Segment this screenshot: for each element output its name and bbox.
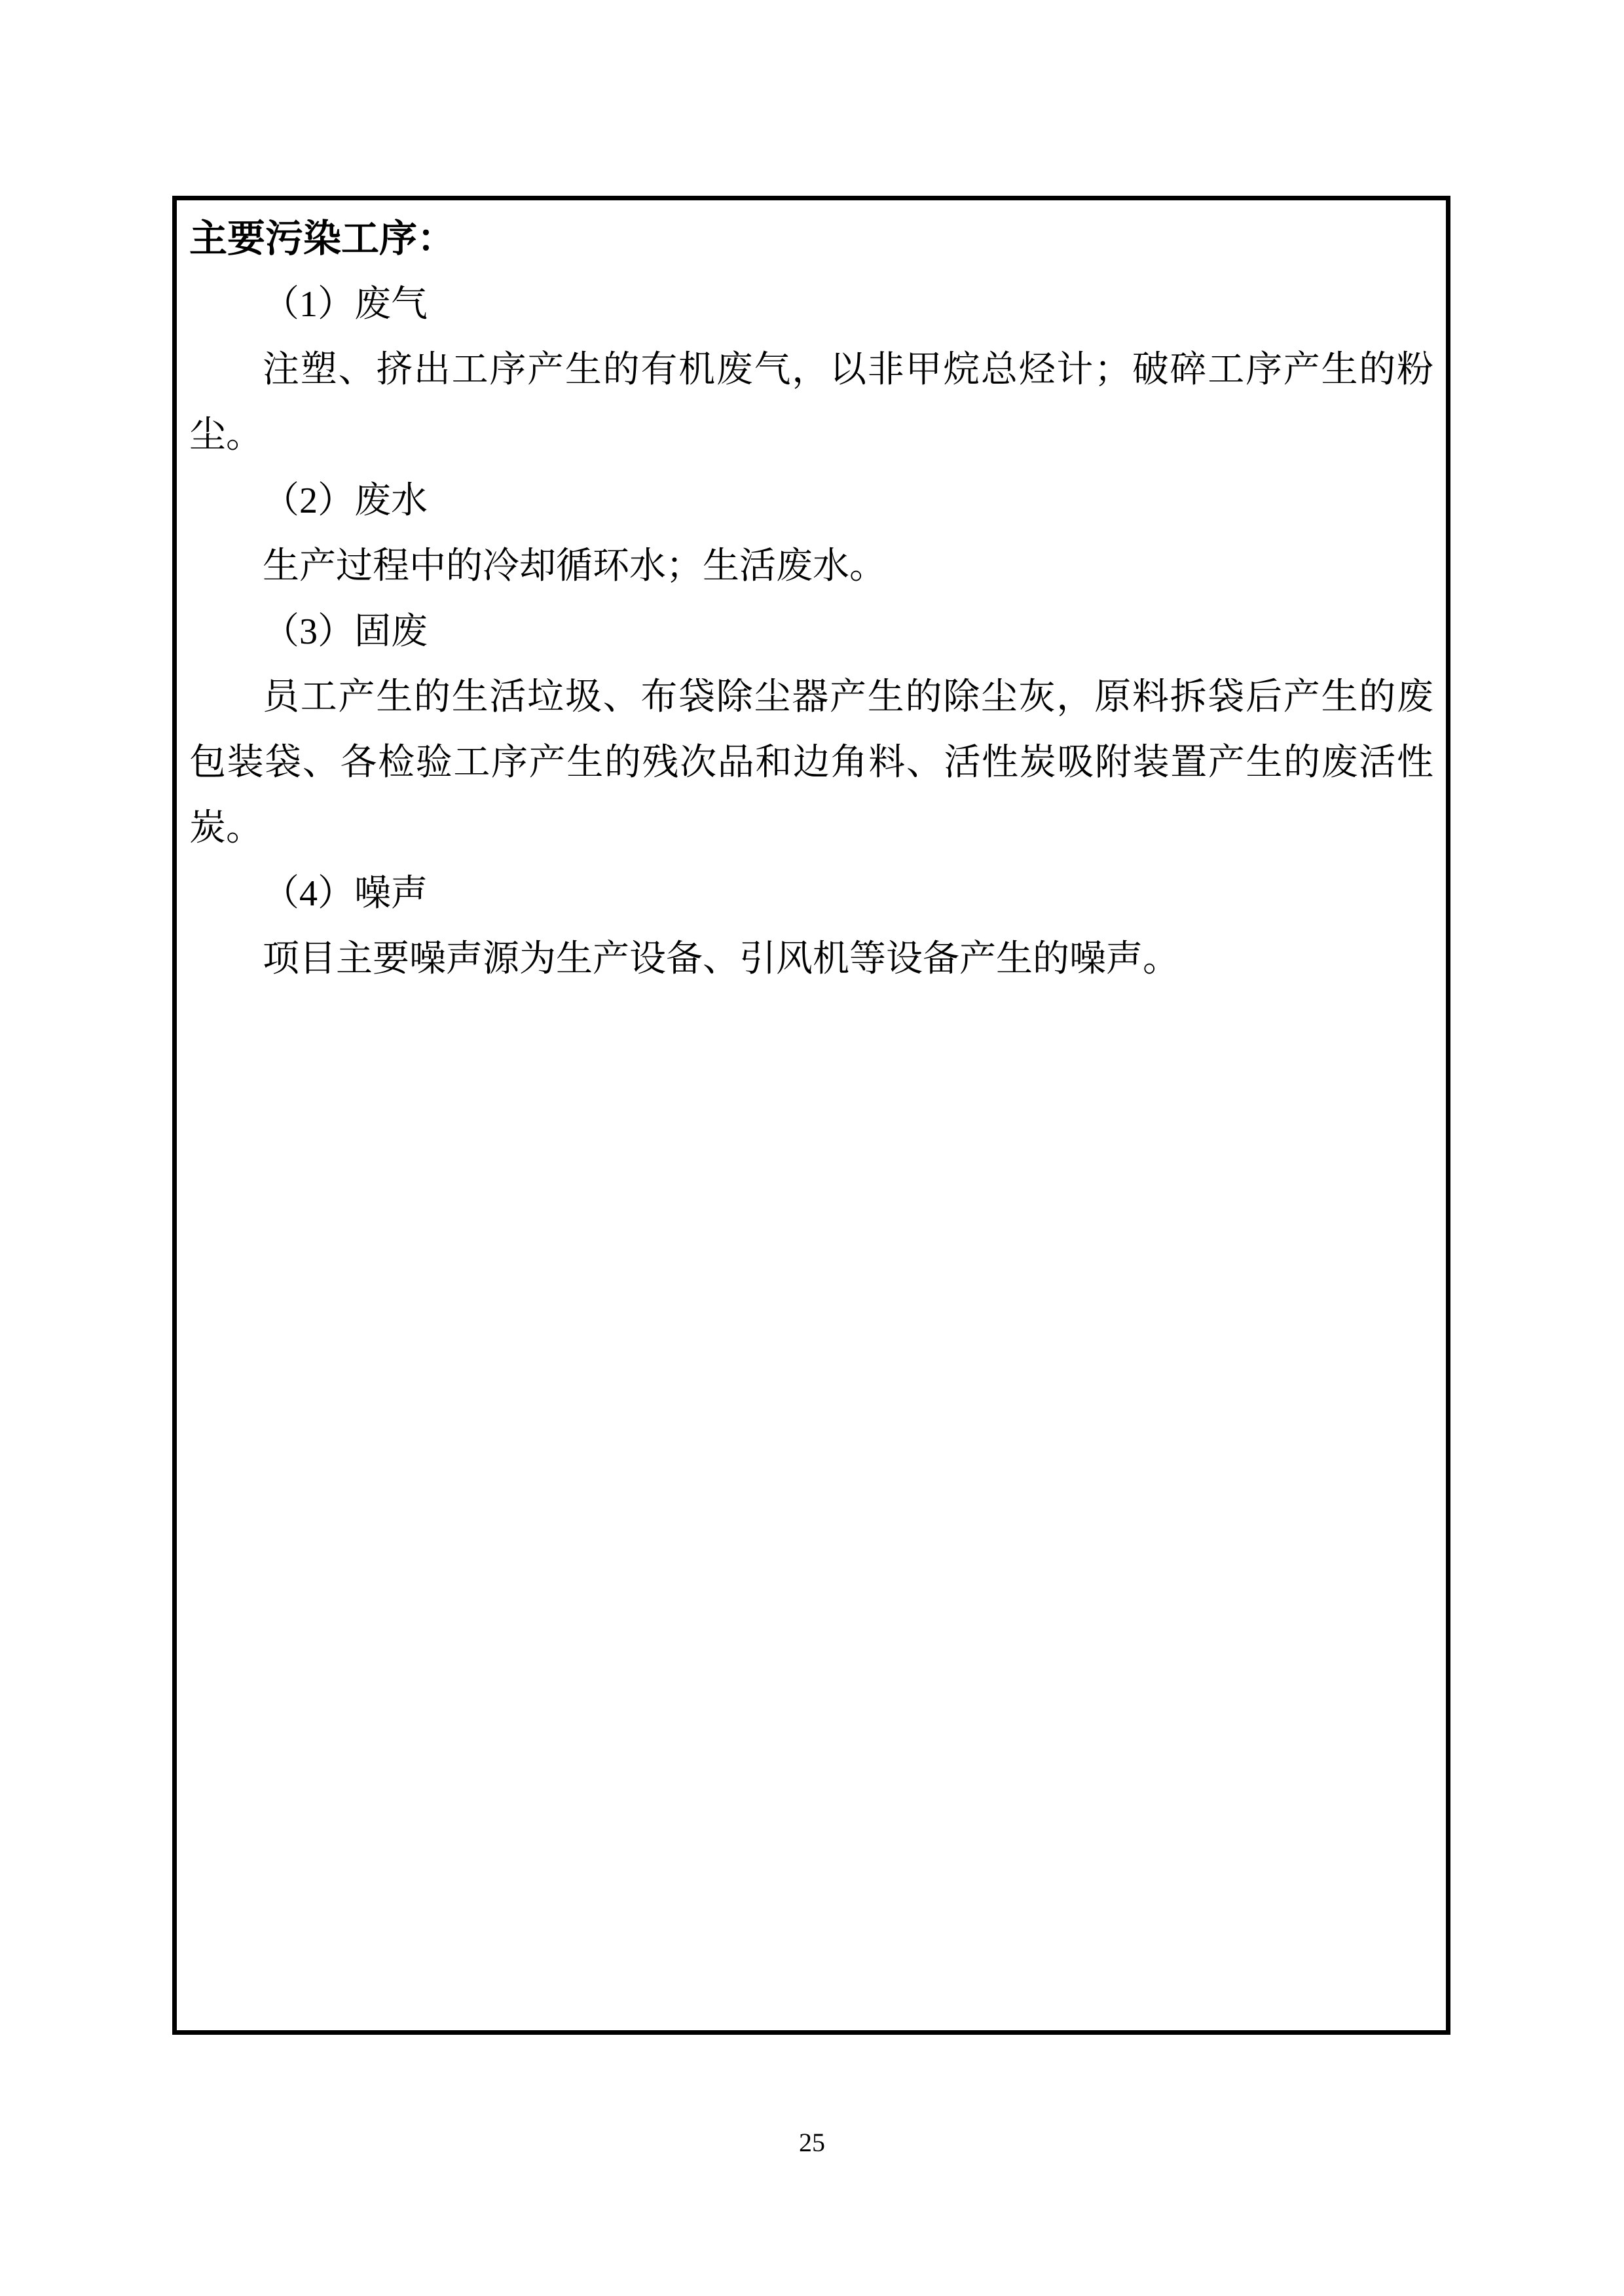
section-waste-gas-heading: （1）废气 <box>263 284 428 325</box>
section-solid-waste <box>189 599 1433 861</box>
section-noise-heading: （4）噪声 <box>263 873 428 914</box>
section-waste-water-heading: （2）废水 <box>263 481 428 521</box>
section-waste-water-body: 生产过程中的冷却循环水；生活废水。 <box>263 546 886 587</box>
section-waste-water <box>189 468 1433 599</box>
section-solid-waste-body: 员工产生的生活垃圾、布袋除尘器产生的除尘灰，原料拆袋后产生的废包装袋、各检验工序产生的残次品和边角料、活性炭吸附装置产生的废活性炭。 <box>189 677 1433 848</box>
section-waste-gas <box>189 272 1433 468</box>
pollution-process-box <box>172 196 1450 2035</box>
section-noise-body: 项目主要噪声源为生产设备、引风机等设备产生的噪声。 <box>263 939 1179 979</box>
box-title: 主要污染工序： <box>189 217 456 260</box>
section-solid-waste-heading: （3）固废 <box>263 611 428 652</box>
section-waste-gas-body: 注塑、挤出工序产生的有机废气，以非甲烷总烃计；破碎工序产生的粉尘。 <box>189 350 1433 456</box>
page-number: 25 <box>799 2128 825 2157</box>
section-noise <box>189 861 1433 992</box>
